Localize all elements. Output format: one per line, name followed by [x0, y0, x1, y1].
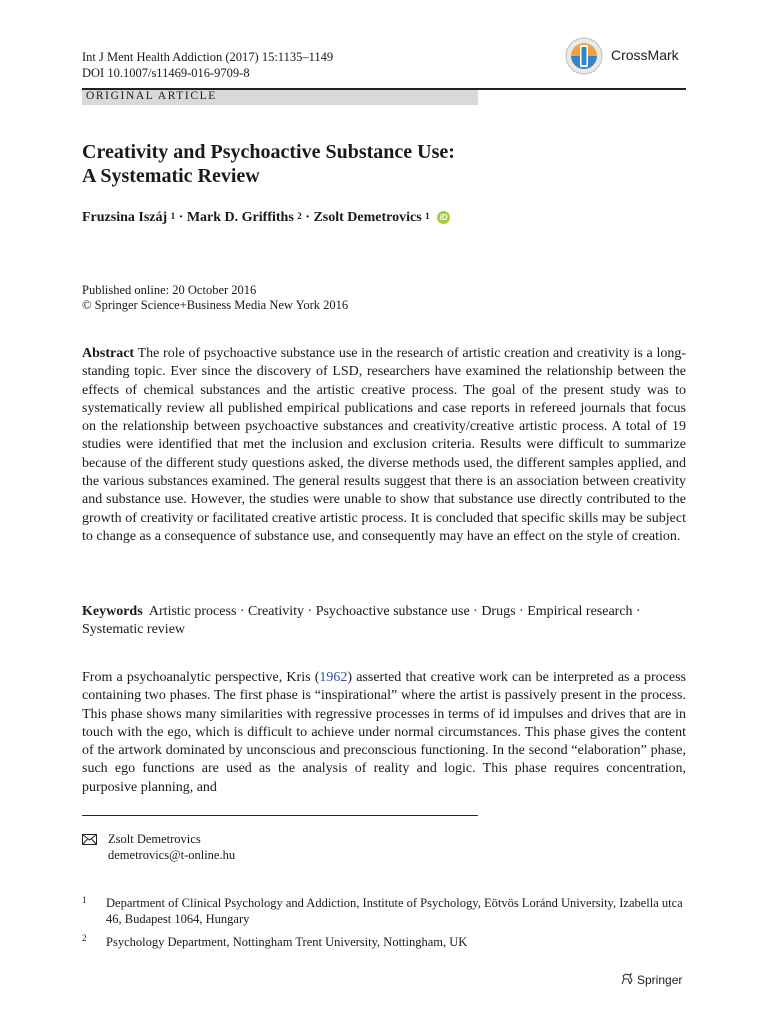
publisher-logo	[620, 972, 682, 987]
title-line-1: Creativity and Psychoactive Substance Use:	[82, 141, 455, 163]
author-name[interactable]: Fruzsina Iszáj	[82, 210, 168, 225]
abstract-text: The role of psychoactive substance use in the research of artistic creation and creativity is a long-standing topic. Ever since the discovery of LSD, researchers have examined the relationship between the effects of chemical substances and the artistic creative process. The goal of the present study was to systematically review all published empirical publications and case reports in refereed journals that focus on the relationship between psychoactive substances and creativity/creative artistic process. A total of 19 studies were identified that met the inclusion and exclusion criteria. Results were difficult to summarize because of the different study questions asked, the diverse methods used, the different samples applied, and the various substances examined. The general results suggest that there is an association between creativity and substance use. However, the studies were unable to show that substance use directly contributed to the growth of creativity or facilitated creative artistic process. It is concluded that specific skills may be subject to change as a consequence of substance use, and consequently may have an effect on the style of creation.	[82, 346, 686, 544]
copyright-line: © Springer Science+Business Media New York 2016	[82, 298, 349, 312]
corresponding-email[interactable]: demetrovics@t-online.hu	[108, 848, 236, 862]
body-text-start: From a psychoanalytic perspective, Kris (	[82, 670, 320, 685]
citation-link[interactable]: 1962	[319, 670, 348, 685]
body-text-rest: ) asserted that creative work can be interpreted as a process containing two phases. The first phase is “inspirational” where the artist is passively present in the process. This phase shows many similarities with regressive processes in terms of id impulses and drives that are in touch with the ego, which is difficult to achieve under normal circumstances. This phase gives the content of the artwork dominated by unconscious and preconscious functioning. In the second “elaboration” phase, such ego functions are used as the analysis of reality and logic. This phase requires concentration, purposive planning, and	[82, 670, 687, 795]
keywords	[82, 603, 686, 640]
author-separator: ·	[305, 210, 310, 225]
author-name[interactable]: Zsolt Demetrovics	[313, 210, 422, 225]
affiliation-2: Psychology Department, Nottingham Trent University, Nottingham, UK	[106, 935, 468, 949]
author-list	[82, 209, 450, 227]
crossmark-label[interactable]: CrossMark	[611, 47, 679, 63]
body-paragraph	[82, 669, 686, 797]
author-affil-marker: 1	[425, 211, 430, 221]
author-affil-marker: 1	[170, 211, 176, 221]
keywords-text: Artistic process · Creativity · Psychoactive substance use · Drugs · Empirical research · Systematic review	[82, 604, 641, 638]
article-title	[82, 140, 686, 188]
keywords-label: Keywords	[82, 604, 143, 619]
article-type-band: ORIGINAL ARTICLE	[82, 90, 478, 105]
orcid-icon[interactable]: iD	[437, 211, 450, 224]
corresponding-author: Zsolt Demetrovics	[108, 832, 201, 846]
journal-line: Int J Ment Health Addiction (2017) 15:1135–1149	[82, 50, 334, 64]
correspondence	[108, 831, 235, 863]
published-date: Published online: 20 October 2016	[82, 283, 257, 297]
title-line-2: A Systematic Review	[82, 165, 260, 187]
affiliation-1: Department of Clinical Psychology and Addiction, Institute of Psychology, Eötvös Loránd University, Izabella utca 46, Budapest 1064, Hungary	[106, 896, 683, 926]
publication-info	[82, 283, 348, 313]
email-icon	[82, 834, 97, 845]
doi-line: DOI 10.1007/s11469-016-9709-8	[82, 66, 250, 80]
abstract	[82, 345, 686, 546]
affiliation-number: 2	[82, 933, 87, 943]
author-name[interactable]: Mark D. Griffiths	[186, 210, 294, 225]
author-affil-marker: 2	[297, 211, 302, 221]
affiliation-number: 1	[82, 895, 87, 905]
publisher-name: Springer	[637, 973, 683, 987]
journal-citation	[82, 49, 333, 81]
abstract-label: Abstract	[82, 346, 135, 361]
footnote-rule	[82, 815, 478, 816]
author-separator: ·	[178, 210, 184, 225]
springer-horse-icon	[620, 972, 634, 986]
